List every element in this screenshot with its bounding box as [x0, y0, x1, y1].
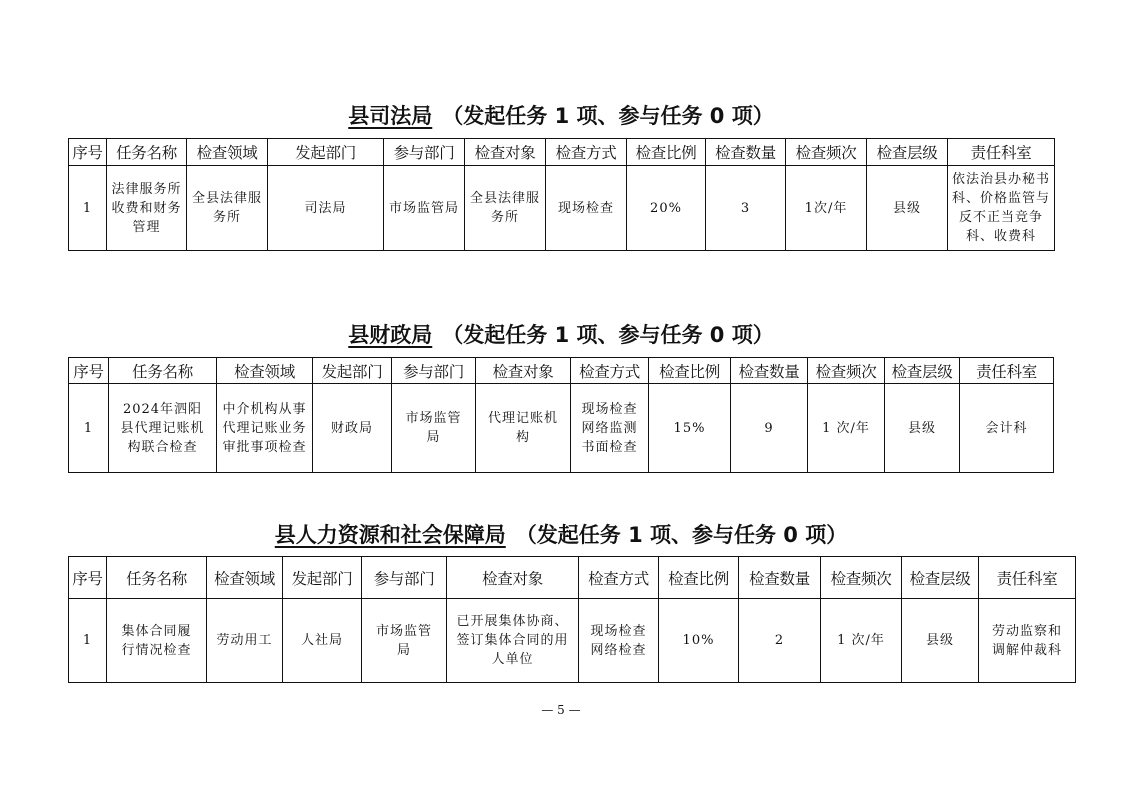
header-cell: 检查数量 [739, 557, 821, 599]
header-cell: 任务名称 [107, 139, 187, 166]
page-number: — 5 — [541, 703, 581, 717]
cell-level: 县级 [902, 599, 979, 683]
header-cell: 发起部门 [283, 557, 362, 599]
cell-ratio: 10% [659, 599, 739, 683]
header-cell: 检查方式 [579, 557, 659, 599]
cell-dept: 会计科 [960, 384, 1054, 473]
header-cell: 序号 [69, 358, 109, 384]
table-header-row [69, 557, 1076, 599]
cell-field: 中介机构从事代理记账业务审批事项检查 [217, 384, 313, 473]
section-title-finance [0, 321, 1122, 349]
task-table-finance [68, 357, 1054, 473]
header-cell: 序号 [69, 557, 107, 599]
section-unit-name: 县人力资源和社会保障局 [274, 523, 506, 547]
header-cell: 检查层级 [902, 557, 979, 599]
header-cell: 检查数量 [706, 139, 786, 166]
section-unit-name: 县司法局 [348, 104, 433, 128]
cell-method: 现场检查 [546, 166, 627, 251]
section-unit-name: 县财政局 [348, 323, 433, 347]
cell-method: 现场检查网络检查 [579, 599, 659, 683]
header-cell: 责任科室 [948, 139, 1055, 166]
header-cell: 检查频次 [821, 557, 902, 599]
cell-target: 已开展集体协商、签订集体合同的用人单位 [447, 599, 579, 683]
cell-no: 1 [69, 599, 107, 683]
header-cell: 发起部门 [313, 358, 392, 384]
header-cell: 检查比例 [627, 139, 706, 166]
cell-quantity: 9 [731, 384, 808, 473]
header-cell: 检查频次 [786, 139, 867, 166]
header-cell: 任务名称 [109, 358, 217, 384]
cell-quantity: 3 [706, 166, 786, 251]
table-header-row [69, 139, 1055, 166]
section-summary: （发起任务 1 项、参与任务 0 项） [442, 104, 774, 128]
header-cell: 检查对象 [465, 139, 546, 166]
header-cell: 检查频次 [808, 358, 885, 384]
cell-no: 1 [69, 166, 107, 251]
header-cell: 责任科室 [979, 557, 1076, 599]
header-cell: 检查领域 [217, 358, 313, 384]
cell-participant: 市场监管局 [362, 599, 447, 683]
table-row [69, 166, 1055, 251]
header-cell: 发起部门 [268, 139, 384, 166]
cell-target: 代理记账机构 [476, 384, 571, 473]
cell-field: 全县法律服务所 [187, 166, 268, 251]
header-cell: 检查层级 [867, 139, 948, 166]
header-cell: 序号 [69, 139, 107, 166]
task-table-hr [68, 556, 1076, 683]
section-summary: （发起任务 1 项、参与任务 0 项） [515, 523, 848, 547]
cell-initiator: 人社局 [283, 599, 362, 683]
header-cell: 参与部门 [362, 557, 447, 599]
header-cell: 检查数量 [731, 358, 808, 384]
header-cell: 任务名称 [107, 557, 207, 599]
cell-task-name: 集体合同履行情况检查 [107, 599, 207, 683]
header-cell: 检查对象 [476, 358, 571, 384]
header-cell: 检查层级 [885, 358, 960, 384]
task-table-justice [68, 138, 1055, 251]
cell-level: 县级 [867, 166, 948, 251]
header-cell: 检查方式 [571, 358, 649, 384]
cell-dept: 依法治县办秘书科、价格监管与反不正当竞争科、收费科 [948, 166, 1055, 251]
cell-dept: 劳动监察和调解仲裁科 [979, 599, 1076, 683]
header-cell: 检查对象 [447, 557, 579, 599]
cell-initiator: 司法局 [268, 166, 384, 251]
section-title-hr [0, 521, 1122, 549]
cell-frequency: 1次/年 [786, 166, 867, 251]
header-cell: 检查领域 [207, 557, 283, 599]
header-cell: 检查领域 [187, 139, 268, 166]
cell-frequency: 1 次/年 [808, 384, 885, 473]
cell-target: 全县法律服务所 [465, 166, 546, 251]
cell-level: 县级 [885, 384, 960, 473]
cell-participant: 市场监管局 [384, 166, 465, 251]
cell-task-name: 法律服务所收费和财务管理 [107, 166, 187, 251]
cell-no: 1 [69, 384, 109, 473]
cell-ratio: 20% [627, 166, 706, 251]
header-cell: 检查比例 [649, 358, 731, 384]
header-cell: 参与部门 [392, 358, 476, 384]
cell-participant: 市场监管局 [392, 384, 476, 473]
header-cell: 参与部门 [384, 139, 465, 166]
section-summary: （发起任务 1 项、参与任务 0 项） [442, 323, 774, 347]
cell-initiator: 财政局 [313, 384, 392, 473]
cell-method: 现场检查网络监测书面检查 [571, 384, 649, 473]
cell-field: 劳动用工 [207, 599, 283, 683]
cell-frequency: 1 次/年 [821, 599, 902, 683]
header-cell: 检查比例 [659, 557, 739, 599]
cell-task-name: 2024年泗阳县代理记账机构联合检查 [109, 384, 217, 473]
table-row [69, 599, 1076, 683]
header-cell: 责任科室 [960, 358, 1054, 384]
cell-quantity: 2 [739, 599, 821, 683]
cell-ratio: 15% [649, 384, 731, 473]
section-title-justice [0, 102, 1122, 130]
table-header-row [69, 358, 1054, 384]
table-row [69, 384, 1054, 473]
header-cell: 检查方式 [546, 139, 627, 166]
